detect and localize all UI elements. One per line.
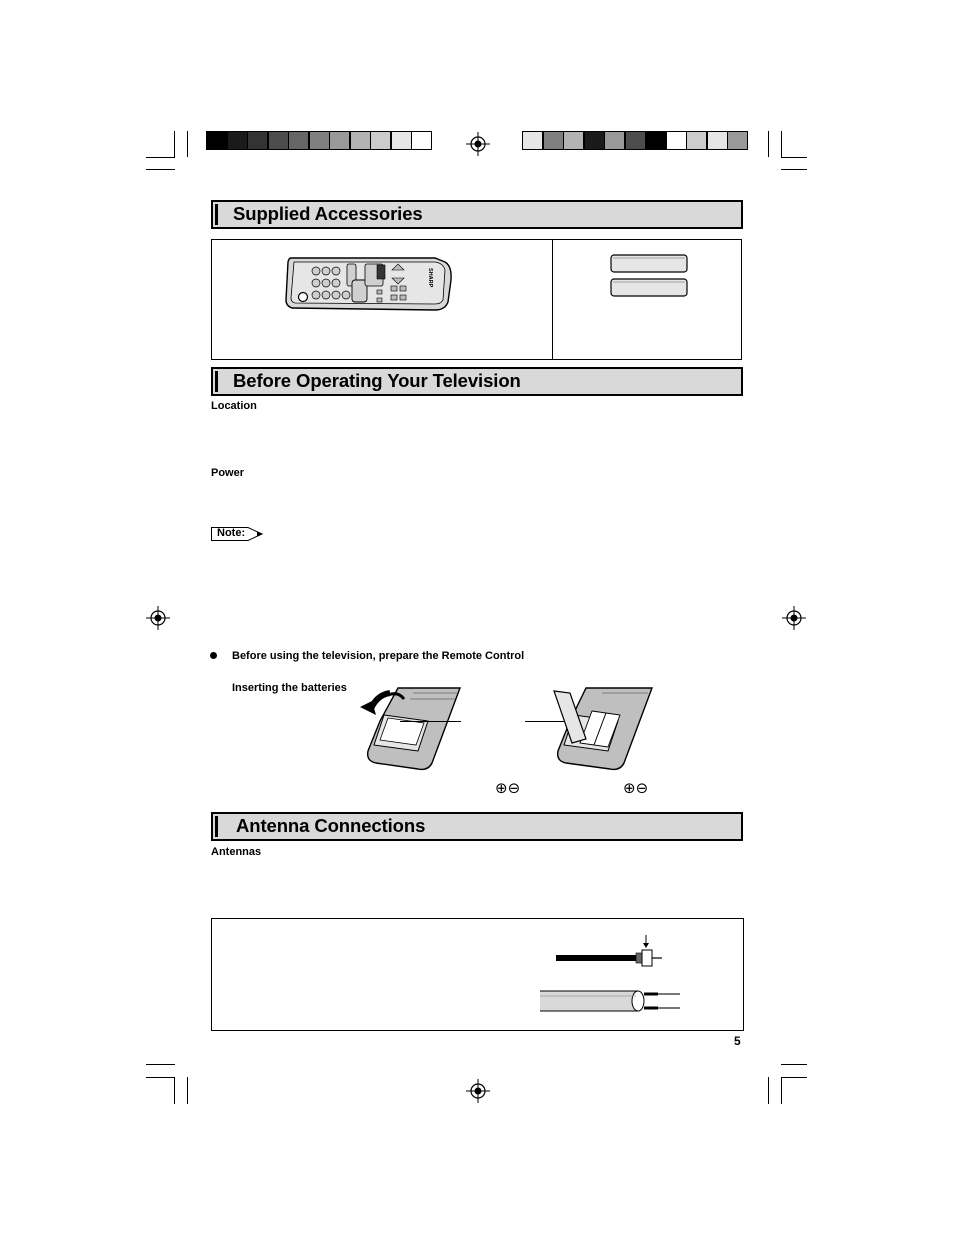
color-swatch	[584, 131, 605, 150]
remote-brand-logo: SHARP	[427, 268, 433, 288]
color-swatch	[707, 131, 728, 150]
polarity-symbols-right: ⊕⊖	[623, 779, 649, 797]
section-title: Before Operating Your Television	[233, 370, 521, 391]
twin-lead-cable-icon	[538, 987, 688, 1017]
antennas-heading: Antennas	[211, 846, 262, 858]
leader-line	[525, 721, 565, 722]
color-swatch	[350, 131, 371, 150]
coaxial-cable-icon	[552, 933, 672, 973]
color-swatch	[543, 131, 564, 150]
panel-divider	[552, 240, 553, 359]
inserting-batteries-heading: Inserting the batteries	[232, 682, 347, 694]
registration-mark-right-icon	[782, 606, 806, 630]
accessories-panel	[211, 239, 742, 360]
battery-compartment-illustration-icon	[540, 685, 656, 773]
location-heading: Location	[211, 400, 257, 412]
remote-prep-bullet-text: Before using the television, prepare the Remote Control	[232, 650, 525, 662]
before-operating-header	[211, 367, 743, 396]
color-swatch	[268, 131, 289, 150]
color-swatch	[625, 131, 646, 150]
bullet-icon	[210, 652, 217, 659]
color-swatch	[666, 131, 687, 150]
color-swatch	[727, 131, 748, 150]
supplied-accessories-header	[211, 200, 743, 229]
power-heading: Power	[211, 467, 245, 479]
remote-control-icon	[285, 254, 455, 312]
leader-line	[400, 721, 461, 722]
color-swatch	[604, 131, 625, 150]
color-swatch	[247, 131, 268, 150]
color-swatch	[411, 131, 432, 150]
section-title: Supplied Accessories	[233, 203, 423, 224]
registration-mark-left-icon	[146, 606, 170, 630]
color-swatch	[227, 131, 248, 150]
section-title: Antenna Connections	[236, 815, 426, 836]
color-swatch	[563, 131, 584, 150]
batteries-icon	[607, 252, 691, 302]
registration-mark-bottom-icon	[466, 1079, 490, 1103]
color-swatch	[288, 131, 309, 150]
color-swatch	[206, 131, 227, 150]
color-swatch	[686, 131, 707, 150]
page-number: 5	[734, 1034, 741, 1048]
antenna-connections-header	[211, 812, 743, 841]
color-swatch	[522, 131, 543, 150]
antenna-cable-panel	[211, 918, 744, 1031]
polarity-symbols-left: ⊕⊖	[495, 779, 521, 797]
color-swatch	[645, 131, 666, 150]
color-swatch	[370, 131, 391, 150]
battery-cover-open-illustration-icon	[358, 685, 468, 773]
color-swatch	[329, 131, 350, 150]
color-swatch	[309, 131, 330, 150]
note-label: Note:	[217, 527, 246, 539]
color-swatch	[391, 131, 412, 150]
registration-mark-top-icon	[466, 132, 490, 156]
